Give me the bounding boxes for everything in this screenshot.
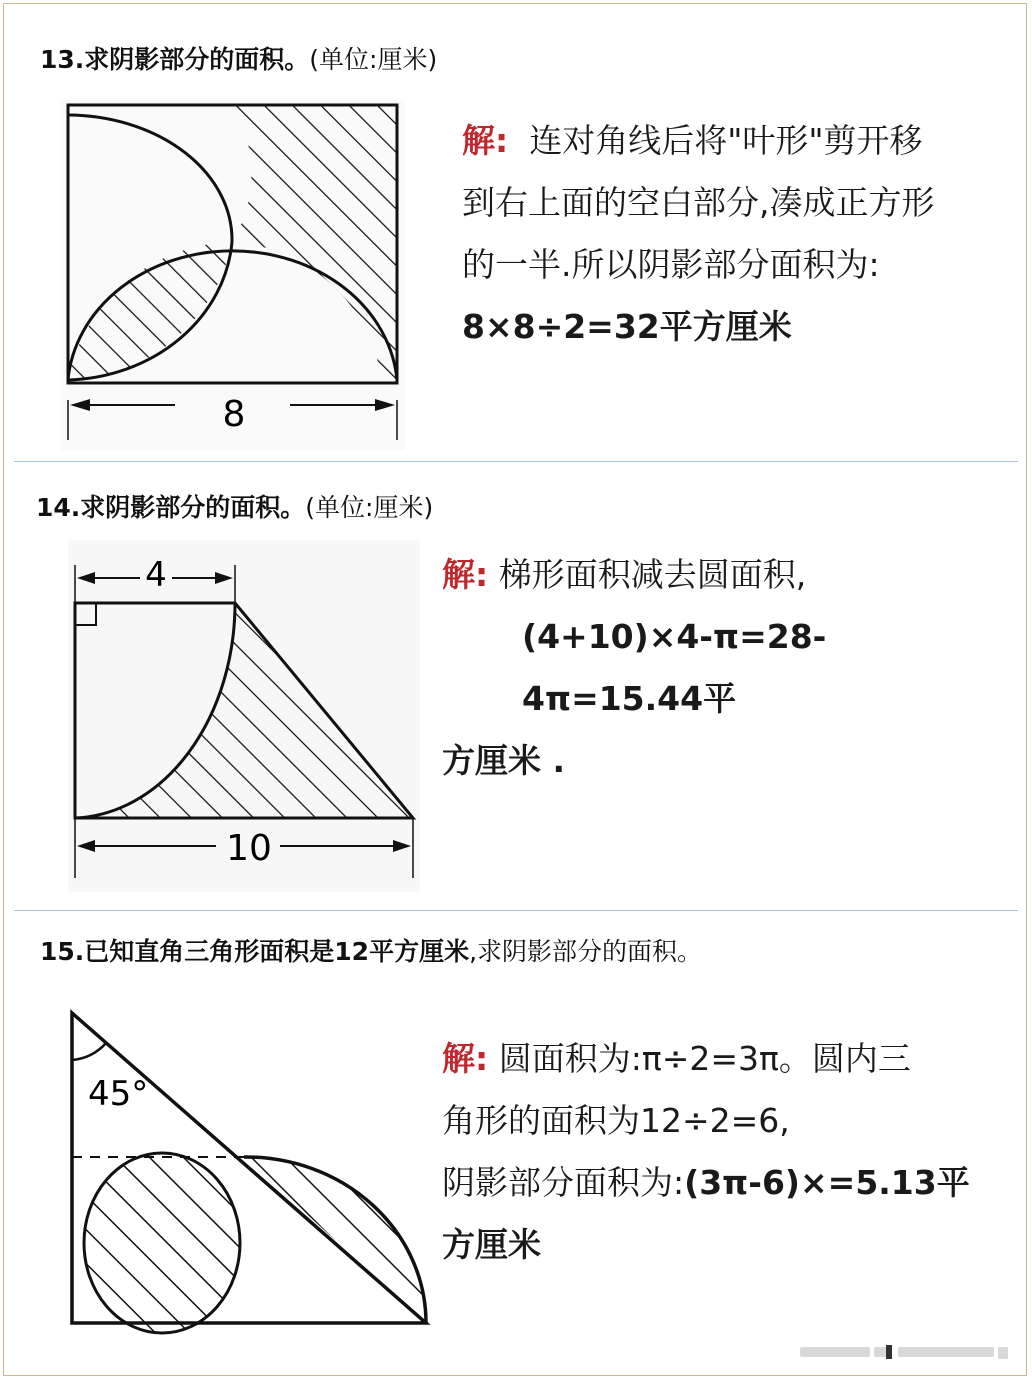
problem-13-figure: [60, 100, 405, 450]
problem-14-title: [36, 488, 433, 524]
problem-13-title-unit: (单位:厘米): [309, 45, 438, 74]
dimension-label-4: 4: [145, 555, 167, 595]
problem-15-title-bold: 15.已知直角三角形面积是12平方厘米: [40, 937, 470, 966]
solution-15-line3-bold: (3π-6)×=5.13平: [684, 1163, 970, 1202]
divider-2: [14, 910, 1018, 911]
problem-14-figure: [68, 540, 420, 892]
solution-13-jie: 解:: [462, 121, 509, 160]
problem-14-title-bold: 14.求阴影部分的面积。: [36, 493, 306, 522]
dimension-label-8: 8: [222, 394, 246, 435]
problem-13-title: [40, 40, 437, 76]
problem-13-title-bold: 13.求阴影部分的面积。: [40, 45, 310, 74]
solution-13-line1: 连对角线后将"叶形"剪开移: [529, 121, 923, 160]
problem-14-solution: [442, 544, 1002, 792]
solution-15-line1: 圆面积为:π÷2=3π。圆内三: [498, 1039, 911, 1078]
solution-13-line3: 的一半.所以阴影部分面积为:: [462, 245, 880, 284]
problem-13-solution: [462, 110, 1002, 358]
solution-15-line4: 方厘米: [442, 1225, 541, 1264]
solution-14-line3: 方厘米 .: [442, 741, 566, 780]
problem-15-title-rest: ,求阴影部分的面积。: [469, 937, 703, 966]
solution-15-line2: 角形的面积为12÷2=6,: [442, 1101, 790, 1140]
problem-15-solution: [442, 1028, 1012, 1276]
solution-14-line1: 梯形面积减去圆面积,: [498, 555, 807, 594]
solution-15-line3-normal: 阴影部分面积为:: [442, 1163, 685, 1202]
problem-15-figure: [64, 1005, 434, 1335]
problem-15-title: [40, 932, 702, 968]
solution-14-line2: (4+10)×4-π=28-4π=15.44平: [522, 617, 827, 718]
watermark-bars: [800, 1345, 1010, 1361]
solution-13-line2: 到右上面的空白部分,凑成正方形: [462, 183, 935, 222]
angle-label-45: 45°: [88, 1074, 149, 1114]
solution-15-jie: 解:: [442, 1039, 489, 1078]
dimension-label-10: 10: [226, 828, 272, 869]
solution-13-answer: 8×8÷2=32平方厘米: [462, 307, 792, 346]
divider-1: [14, 461, 1018, 462]
problem-14-title-unit: (单位:厘米): [305, 493, 434, 522]
solution-14-jie: 解:: [442, 555, 489, 594]
